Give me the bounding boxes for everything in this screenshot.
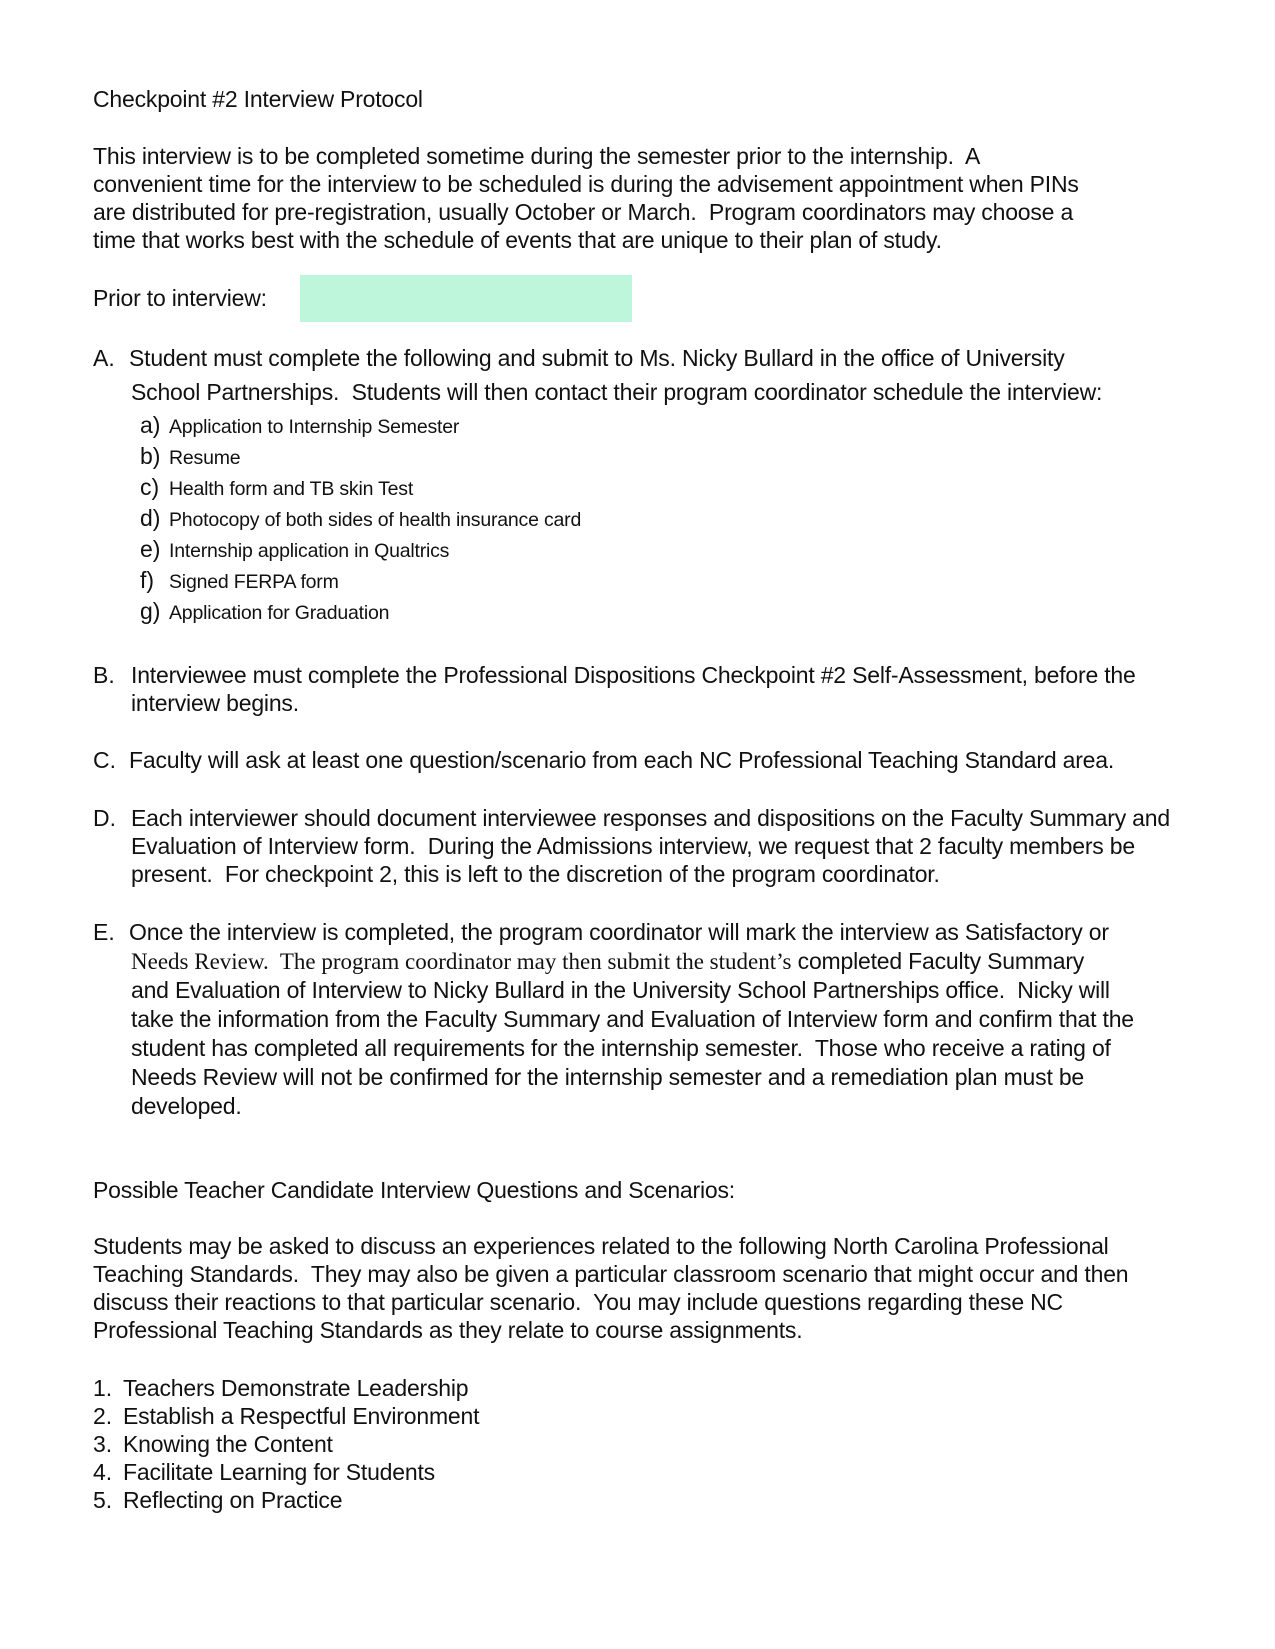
list-marker: 3.	[93, 1431, 113, 1457]
step-line: Each interviewer should document interviewee responses and dispositions on the Faculty Summary and	[131, 805, 1170, 831]
list-marker: 5.	[93, 1487, 113, 1513]
serif-text-run: Needs Review. The program coordinator may then submit the student’s	[131, 949, 792, 974]
step-line: Once the interview is completed, the program coordinator will mark the interview as Satisfactory or	[129, 919, 1109, 945]
step-line: Needs Review will not be confirmed for the internship semester and a remediation plan must be	[131, 1064, 1085, 1090]
step-line: take the information from the Faculty Summary and Evaluation of Interview form and confirm that the	[131, 1006, 1134, 1032]
list-text: Resume	[169, 447, 241, 469]
step-line: Interviewee must complete the Professional Dispositions Checkpoint #2 Self-Assessment, before the	[131, 662, 1136, 688]
list-marker: a)	[140, 412, 161, 438]
sans-text-run: completed Faculty Summary	[791, 948, 1085, 974]
list-text: Photocopy of both sides of health insurance card	[169, 509, 582, 531]
step-line: School Partnerships. Students will then contact their program coordinator schedule the interview:	[131, 379, 1103, 405]
list-text: Application for Graduation	[169, 602, 390, 624]
intro-line: This interview is to be completed sometime during the semester prior to the internship. A	[93, 143, 981, 169]
paragraph-line: Professional Teaching Standards as they relate to course assignments.	[93, 1317, 803, 1343]
list-text: Internship application in Qualtrics	[169, 540, 450, 562]
list-marker: 1.	[93, 1375, 113, 1401]
list-text: Signed FERPA form	[169, 571, 339, 593]
step-marker: C.	[93, 747, 116, 773]
list-text: Establish a Respectful Environment	[123, 1403, 480, 1429]
step-line-mixed	[131, 947, 1084, 976]
list-marker: b)	[140, 443, 161, 469]
step-marker: E.	[93, 919, 115, 945]
list-text: Health form and TB skin Test	[169, 478, 414, 500]
list-text: Application to Internship Semester	[169, 416, 460, 438]
paragraph-line: Students may be asked to discuss an experiences related to the following North Carolina Professional	[93, 1233, 1109, 1259]
questions-heading: Possible Teacher Candidate Interview Questions and Scenarios:	[93, 1177, 735, 1203]
step-line: Faculty will ask at least one question/scenario from each NC Professional Teaching Standard area.	[129, 747, 1115, 773]
list-marker: g)	[140, 598, 161, 624]
prior-to-interview-label: Prior to interview:	[93, 285, 267, 311]
highlight-box	[300, 275, 632, 322]
intro-line: are distributed for pre-registration, usually October or March. Program coordinators may choose a	[93, 199, 1074, 225]
step-marker: B.	[93, 662, 115, 688]
document-title: Checkpoint #2 Interview Protocol	[93, 86, 423, 112]
list-text: Facilitate Learning for Students	[123, 1459, 435, 1485]
step-marker: A.	[93, 345, 115, 371]
list-text: Knowing the Content	[123, 1431, 333, 1457]
list-marker: d)	[140, 505, 161, 531]
list-text: Reflecting on Practice	[123, 1487, 343, 1513]
step-marker: D.	[93, 805, 116, 831]
list-marker: 4.	[93, 1459, 113, 1485]
intro-line: convenient time for the interview to be scheduled is during the advisement appointment when PINs	[93, 171, 1079, 197]
step-line: present. For checkpoint 2, this is left to the discretion of the program coordinator.	[131, 861, 940, 887]
list-marker: e)	[140, 536, 161, 562]
list-marker: 2.	[93, 1403, 113, 1429]
step-line: student has completed all requirements for the internship semester. Those who receive a rating of	[131, 1035, 1111, 1061]
list-marker: c)	[140, 474, 160, 500]
step-line: and Evaluation of Interview to Nicky Bullard in the University School Partnerships office. Nicky will	[131, 977, 1110, 1003]
list-text: Teachers Demonstrate Leadership	[123, 1375, 469, 1401]
list-marker: f)	[140, 567, 155, 593]
step-line: interview begins.	[131, 690, 299, 716]
step-line: developed.	[131, 1093, 242, 1119]
paragraph-line: Teaching Standards. They may also be given a particular classroom scenario that might occur and then	[93, 1261, 1129, 1287]
intro-line: time that works best with the schedule of events that are unique to their plan of study.	[93, 227, 942, 253]
step-line: Evaluation of Interview form. During the Admissions interview, we request that 2 faculty members be	[131, 833, 1135, 859]
step-line: Student must complete the following and submit to Ms. Nicky Bullard in the office of University	[129, 345, 1065, 371]
paragraph-line: discuss their reactions to that particular scenario. You may include questions regarding these NC	[93, 1289, 1063, 1315]
